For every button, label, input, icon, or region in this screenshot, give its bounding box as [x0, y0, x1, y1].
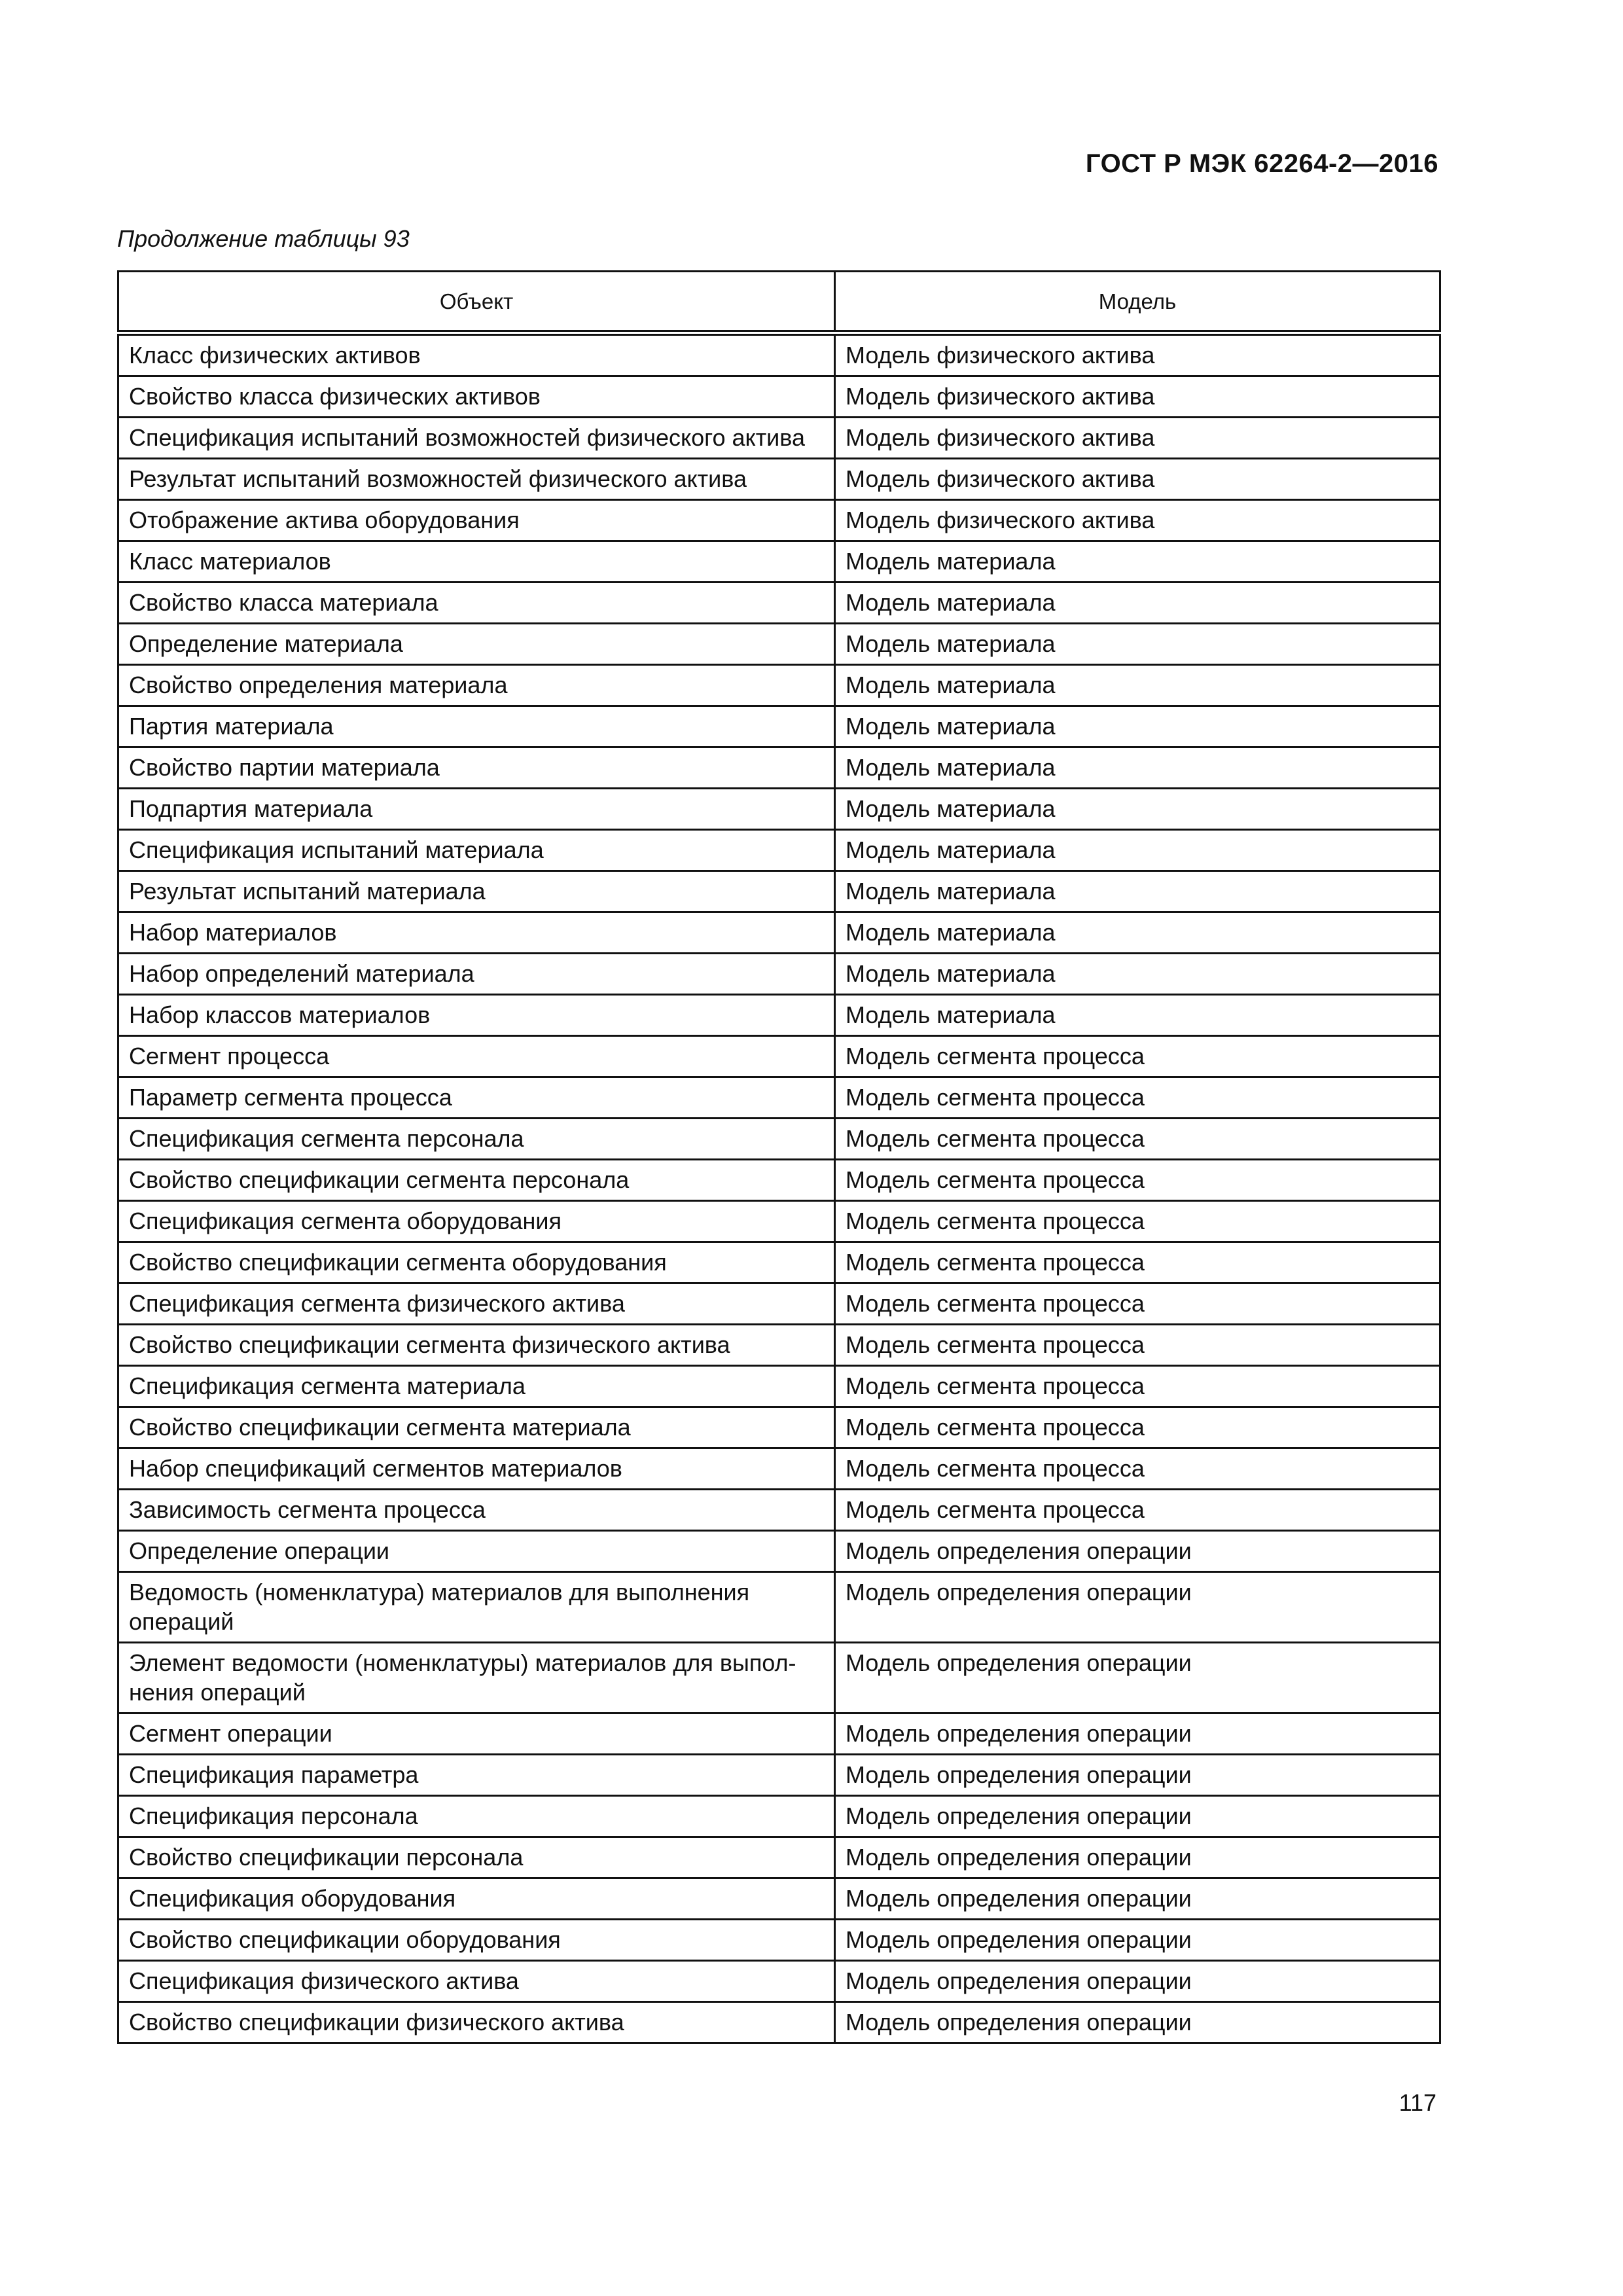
object-cell: Спецификация сегмента оборудования — [118, 1201, 835, 1242]
object-cell: Свойство партии материала — [118, 747, 835, 789]
model-cell: Модель физического актива — [835, 459, 1440, 500]
object-cell: Элемент ведомости (номенклатуры) материалов для выпол-нения операций — [118, 1643, 835, 1713]
table-row — [118, 706, 1440, 747]
object-cell: Набор классов материалов — [118, 995, 835, 1036]
model-cell: Модель определения операции — [835, 1531, 1440, 1572]
table-row — [118, 500, 1440, 541]
model-cell: Модель сегмента процесса — [835, 1448, 1440, 1490]
page-number: 117 — [1399, 2089, 1436, 2116]
model-cell: Модель определения операции — [835, 1920, 1440, 1961]
table-caption: Продолжение таблицы 93 — [117, 225, 410, 252]
object-cell: Спецификация сегмента персонала — [118, 1119, 835, 1160]
object-cell: Партия материала — [118, 706, 835, 747]
model-cell: Модель сегмента процесса — [835, 1490, 1440, 1531]
table-row — [118, 1407, 1440, 1448]
table-row — [118, 1643, 1440, 1713]
object-cell: Результат испытаний материала — [118, 871, 835, 912]
table-row — [118, 459, 1440, 500]
object-cell: Набор спецификаций сегментов материалов — [118, 1448, 835, 1490]
table-row — [118, 747, 1440, 789]
model-cell: Модель определения операции — [835, 2002, 1440, 2043]
table-row — [118, 2002, 1440, 2043]
object-cell: Спецификация сегмента материала — [118, 1366, 835, 1407]
object-cell: Результат испытаний возможностей физического актива — [118, 459, 835, 500]
table-row — [118, 912, 1440, 954]
table-row — [118, 1242, 1440, 1283]
object-cell: Спецификация испытаний возможностей физического актива — [118, 418, 835, 459]
table-row — [118, 1837, 1440, 1878]
object-cell: Свойство спецификации сегмента персонала — [118, 1160, 835, 1201]
model-cell: Модель сегмента процесса — [835, 1119, 1440, 1160]
model-cell: Модель определения операции — [835, 1643, 1440, 1713]
table-row — [118, 830, 1440, 871]
table-row — [118, 871, 1440, 912]
table-row — [118, 624, 1440, 665]
object-cell: Свойство определения материала — [118, 665, 835, 706]
table-row — [118, 1036, 1440, 1077]
table-row — [118, 1920, 1440, 1961]
model-cell: Модель сегмента процесса — [835, 1407, 1440, 1448]
object-cell: Определение операции — [118, 1531, 835, 1572]
model-cell: Модель материала — [835, 665, 1440, 706]
table-row — [118, 1283, 1440, 1325]
object-cell: Свойство спецификации сегмента оборудования — [118, 1242, 835, 1283]
table-row — [118, 1531, 1440, 1572]
model-cell: Модель материала — [835, 747, 1440, 789]
model-cell: Модель материала — [835, 954, 1440, 995]
model-cell: Модель материала — [835, 706, 1440, 747]
model-cell: Модель физического актива — [835, 500, 1440, 541]
object-cell: Класс физических активов — [118, 333, 835, 376]
model-cell: Модель физического актива — [835, 333, 1440, 376]
table-row — [118, 665, 1440, 706]
model-cell: Модель сегмента процесса — [835, 1283, 1440, 1325]
table-row — [118, 1961, 1440, 2002]
model-cell: Модель физического актива — [835, 418, 1440, 459]
model-cell: Модель материала — [835, 912, 1440, 954]
object-cell: Спецификация испытаний материала — [118, 830, 835, 871]
model-cell: Модель сегмента процесса — [835, 1201, 1440, 1242]
object-cell: Свойство класса материала — [118, 583, 835, 624]
model-cell: Модель сегмента процесса — [835, 1366, 1440, 1407]
object-cell: Свойство спецификации сегмента физического актива — [118, 1325, 835, 1366]
table-row — [118, 995, 1440, 1036]
table-row — [118, 541, 1440, 583]
object-cell: Спецификация оборудования — [118, 1878, 835, 1920]
model-cell: Модель определения операции — [835, 1755, 1440, 1796]
table-row — [118, 333, 1440, 376]
model-cell: Модель материала — [835, 789, 1440, 830]
table-row — [118, 1160, 1440, 1201]
model-cell: Модель материала — [835, 624, 1440, 665]
model-cell: Модель сегмента процесса — [835, 1242, 1440, 1283]
object-cell: Свойство спецификации оборудования — [118, 1920, 835, 1961]
table-row — [118, 418, 1440, 459]
object-cell: Определение материала — [118, 624, 835, 665]
table-row — [118, 1572, 1440, 1643]
object-cell: Свойство спецификации персонала — [118, 1837, 835, 1878]
object-cell: Сегмент процесса — [118, 1036, 835, 1077]
object-cell: Спецификация сегмента физического актива — [118, 1283, 835, 1325]
model-cell: Модель сегмента процесса — [835, 1325, 1440, 1366]
object-cell: Класс материалов — [118, 541, 835, 583]
model-cell: Модель сегмента процесса — [835, 1077, 1440, 1119]
document-standard-header: ГОСТ Р МЭК 62264-2—2016 — [1085, 149, 1438, 178]
table-row — [118, 1713, 1440, 1755]
model-cell: Модель материала — [835, 830, 1440, 871]
object-cell: Ведомость (номенклатура) материалов для выполнения операций — [118, 1572, 835, 1643]
model-cell: Модель материала — [835, 583, 1440, 624]
table-row — [118, 954, 1440, 995]
table-row — [118, 1325, 1440, 1366]
column-header-object: Объект — [118, 272, 835, 333]
model-cell: Модель определения операции — [835, 1961, 1440, 2002]
table-row — [118, 1077, 1440, 1119]
model-cell: Модель физического актива — [835, 376, 1440, 418]
model-cell: Модель определения операции — [835, 1713, 1440, 1755]
model-cell: Модель определения операции — [835, 1878, 1440, 1920]
object-cell: Параметр сегмента процесса — [118, 1077, 835, 1119]
table-row — [118, 1755, 1440, 1796]
table-row — [118, 583, 1440, 624]
object-cell: Свойство спецификации физического актива — [118, 2002, 835, 2043]
model-cell: Модель сегмента процесса — [835, 1160, 1440, 1201]
model-cell: Модель материала — [835, 541, 1440, 583]
model-cell: Модель определения операции — [835, 1837, 1440, 1878]
model-cell: Модель сегмента процесса — [835, 1036, 1440, 1077]
table-body — [118, 333, 1440, 2043]
object-cell: Подпартия материала — [118, 789, 835, 830]
object-cell: Набор материалов — [118, 912, 835, 954]
model-cell: Модель материала — [835, 871, 1440, 912]
table-header-row — [118, 272, 1440, 333]
object-cell: Спецификация физического актива — [118, 1961, 835, 2002]
table-row — [118, 376, 1440, 418]
object-cell: Свойство класса физических активов — [118, 376, 835, 418]
model-cell: Модель материала — [835, 995, 1440, 1036]
object-cell: Набор определений материала — [118, 954, 835, 995]
table-row — [118, 1878, 1440, 1920]
model-cell: Модель определения операции — [835, 1796, 1440, 1837]
object-cell: Свойство спецификации сегмента материала — [118, 1407, 835, 1448]
column-header-model: Модель — [835, 272, 1440, 333]
object-cell: Сегмент операции — [118, 1713, 835, 1755]
object-cell: Отображение актива оборудования — [118, 500, 835, 541]
object-cell: Спецификация параметра — [118, 1755, 835, 1796]
table-row — [118, 1119, 1440, 1160]
table-row — [118, 789, 1440, 830]
object-cell: Зависимость сегмента процесса — [118, 1490, 835, 1531]
objects-models-table — [117, 270, 1441, 2044]
table-row — [118, 1796, 1440, 1837]
table-row — [118, 1201, 1440, 1242]
object-cell: Спецификация персонала — [118, 1796, 835, 1837]
table-row — [118, 1366, 1440, 1407]
table-row — [118, 1448, 1440, 1490]
table-row — [118, 1490, 1440, 1531]
model-cell: Модель определения операции — [835, 1572, 1440, 1643]
